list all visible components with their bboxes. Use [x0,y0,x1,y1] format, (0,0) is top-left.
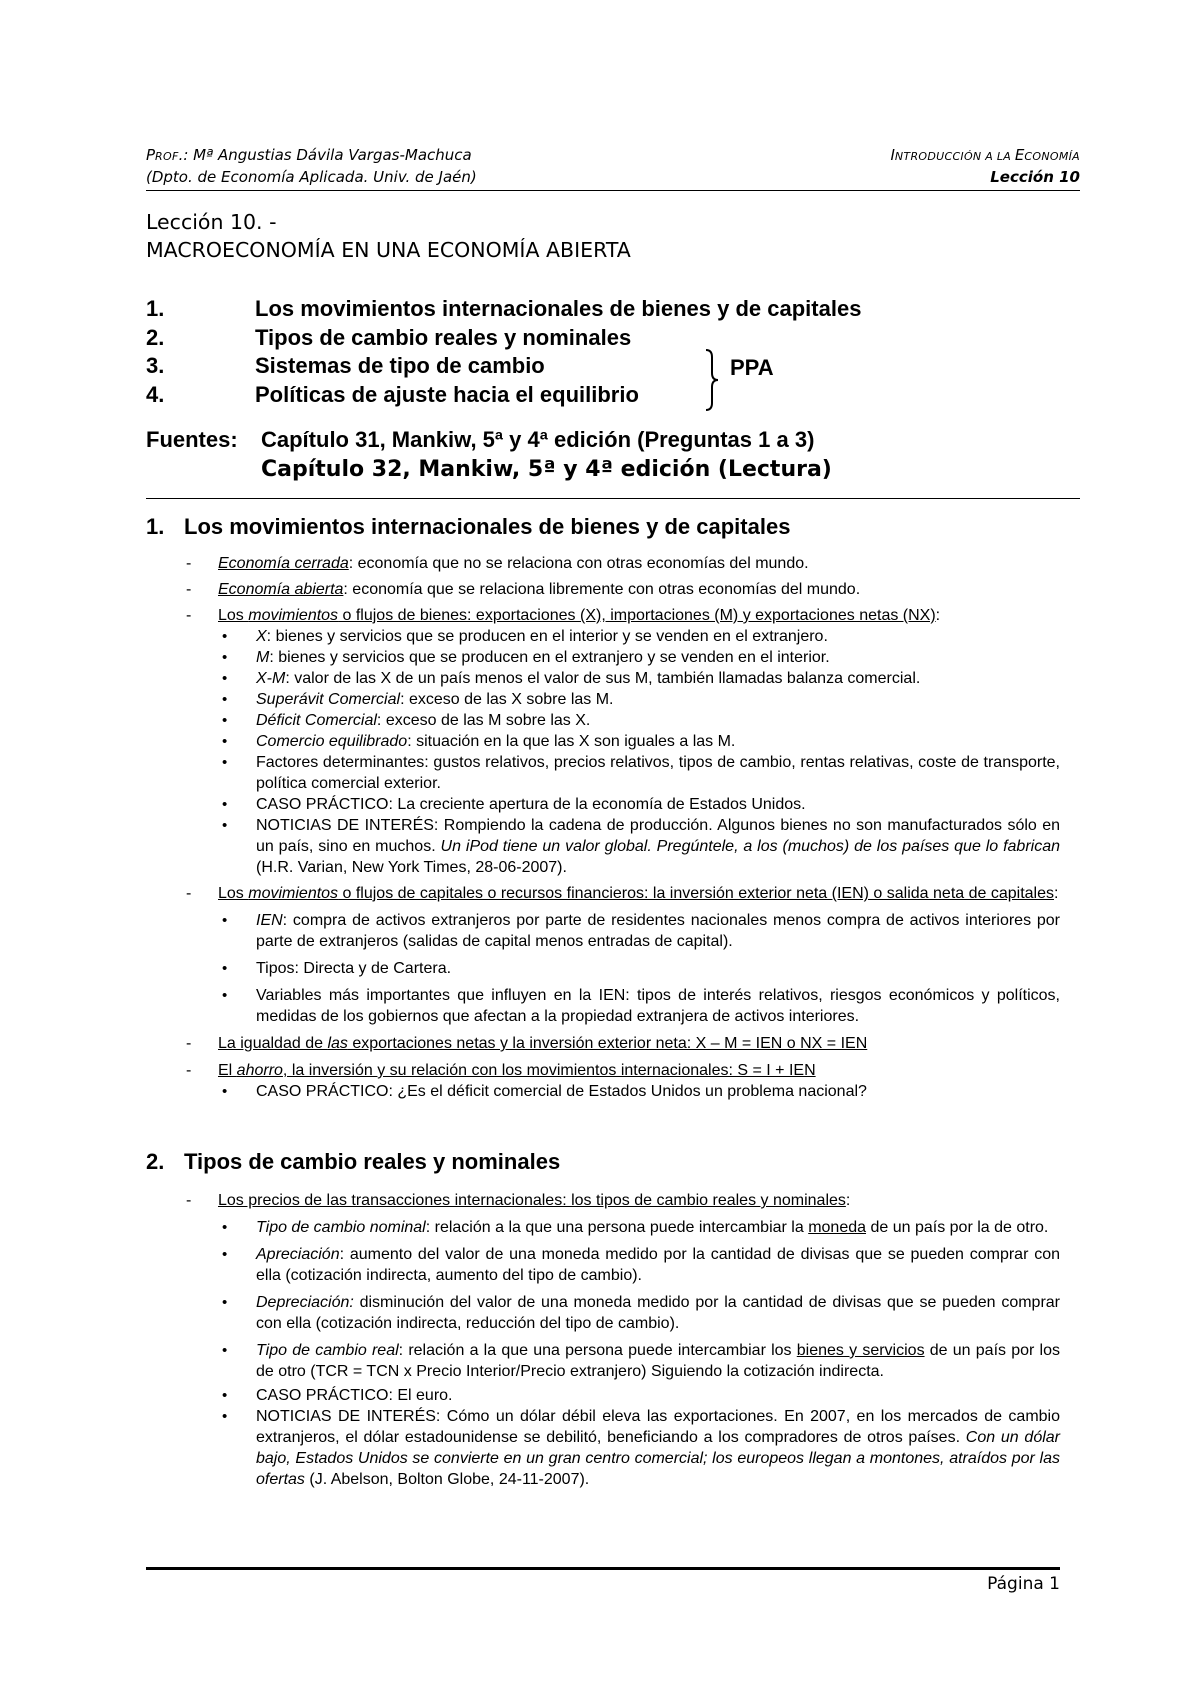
page-number: Página 1 [987,1574,1060,1594]
bullet-item: • X-M: valor de las X de un país menos el valor de sus M, también llamadas balanza comercial. [146,668,1060,689]
divider [146,498,1080,499]
ppa-label: PPA [730,355,774,380]
bullet-item: • IEN: compra de activos extranjeros por parte de residentes nacionales menos compra de activos interiores por parte de extranjeros (salidas de capital menos entradas de capital). [146,910,1060,952]
bullet-item: • NOTICIAS DE INTERÉS: Rompiendo la cadena de producción. Algunos bienes no son manufacturados sólo en un país, sino en muchos. Un iPod tiene un valor global. Pregúntele, a los (muchos) de los países que lo fabrican (H.R. Varian, New York Times, 28-06-2007). [146,815,1060,878]
outline-item: 2. Tipos de cambio reales y nominales [146,324,632,350]
bullet-item: • CASO PRÁCTICO: El euro. [146,1385,1060,1406]
lesson-outline [146,295,861,409]
footer-divider [146,1567,1060,1570]
section-2-heading: 2. Tipos de cambio reales y nominales [146,1149,561,1174]
bullet-item: • Déficit Comercial: exceso de las M sobre las X. [146,710,1060,731]
bullet-item: • X: bienes y servicios que se producen en el interior y se venden en el extranjero. [146,626,1060,647]
bullet-item: • Superávit Comercial: exceso de las X sobre las M. [146,689,1060,710]
list-item: - Los movimientos o flujos de capitales o recursos financieros: la inversión exterior neta (IEN) o salida neta de capitales: [146,883,1060,904]
page-header [146,145,1080,191]
bullet-item: • Tipos: Directa y de Cartera. [146,958,1060,979]
bullet-item: • Apreciación: aumento del valor de una moneda medido por la cantidad de divisas que se pueden comprar con ella (cotización indirecta, aumento del tipo de cambio). [146,1244,1060,1286]
bullet-item: • NOTICIAS DE INTERÉS: Cómo un dólar débil eleva las exportaciones. En 2007, en los mercados de cambio extranjeros, el dólar estadounidense se debilitó, beneficiando a los compradores de otros países. Con un dólar bajo, Estados Unidos se convierte en un gran centro comercial; los europeos llegan a montones, atraídos por las ofertas (J. Abelson, Bolton Globe, 24-11-2007). [146,1406,1060,1490]
section-1-heading: 1. Los movimientos internacionales de bienes y de capitales [146,514,791,539]
list-item: - El ahorro, la inversión y su relación con los movimientos internacionales: S = I + IEN [146,1060,1060,1081]
list-item: - Los precios de las transacciones internacionales: los tipos de cambio reales y nominales: [146,1190,1060,1211]
bullet-item: • Comercio equilibrado: situación en la que las X son iguales a las M. [146,731,1060,752]
bullet-item: • CASO PRÁCTICO: ¿Es el déficit comercial de Estados Unidos un problema nacional? [146,1081,1060,1102]
outline-item: 3. Sistemas de tipo de cambio [146,353,545,378]
title-line-2: MACROECONOMÍA EN UNA ECONOMÍA ABIERTA [146,238,631,262]
bullet-item: • Depreciación: disminución del valor de una moneda medido por la cantidad de divisas que se pueden comprar con ella (cotización indirecta, reducción del tipo de cambio). [146,1292,1060,1334]
source-line-2: Capítulo 32, Mankiw, 5ª y 4ª edición (Lectura) [261,457,832,482]
title-line-1: Lección 10. - [146,210,277,234]
course-name: INTRODUCCIÓN A LA ECONOMÍA [890,146,1080,164]
outline-item: 1. Los movimientos internacionales de bienes y de capitales [146,296,862,321]
sources-label: Fuentes: [146,427,238,452]
bullet-item: • CASO PRÁCTICO: La creciente apertura de la economía de Estados Unidos. [146,794,1060,815]
list-item: - La igualdad de las exportaciones netas y la inversión exterior neta: X – M = IEN o NX = IEN [146,1033,1060,1054]
department: (Dpto. de Economía Aplicada. Univ. de Jaén) [146,168,477,186]
lesson-label: Lección 10 [990,168,1080,186]
bullet-item: • Variables más importantes que influyen en la IEN: tipos de interés relativos, riesgos económicos y políticos, medidas de los gobiernos que afectan a la propiedad extranjera de activos interiores. [146,985,1060,1027]
right-brace-icon [705,349,719,411]
outline-item: 4. Políticas de ajuste hacia el equilibrio [146,381,639,407]
section-2-body [146,1190,1060,1490]
bullet-item: • M: bienes y servicios que se producen en el extranjero y se venden en el interior. [146,647,1060,668]
bullet-item: • Tipo de cambio real: relación a la que una persona puede intercambiar los bienes y servicios de un país por los de otro (TCR = TCN x Precio Interior/Precio extranjero) Siguiendo la cotización indirecta. [146,1340,1060,1382]
bullet-item: • Tipo de cambio nominal: relación a la que una persona puede intercambiar la moneda de un país por la de otro. [146,1217,1060,1238]
lesson-title [146,208,631,264]
professor-name: PROF.: Mª Angustias Dávila Vargas-Machuca [146,146,472,164]
bullet-item: • Factores determinantes: gustos relativos, precios relativos, tipos de cambio, rentas relativas, coste de transporte, política comercial exterior. [146,752,1060,794]
list-item: - Economía cerrada: economía que no se relaciona con otras economías del mundo. [146,553,1060,574]
sources [146,425,832,485]
list-item: - Economía abierta: economía que se relaciona libremente con otras economías del mundo. [146,579,1060,600]
source-line-1: Capítulo 31, Mankiw, 5ª y 4ª edición (Preguntas 1 a 3) [261,427,815,452]
section-1-body [146,553,1060,1102]
list-item: - Los movimientos o flujos de bienes: exportaciones (X), importaciones (M) y exportaciones netas (NX): [146,605,1060,626]
